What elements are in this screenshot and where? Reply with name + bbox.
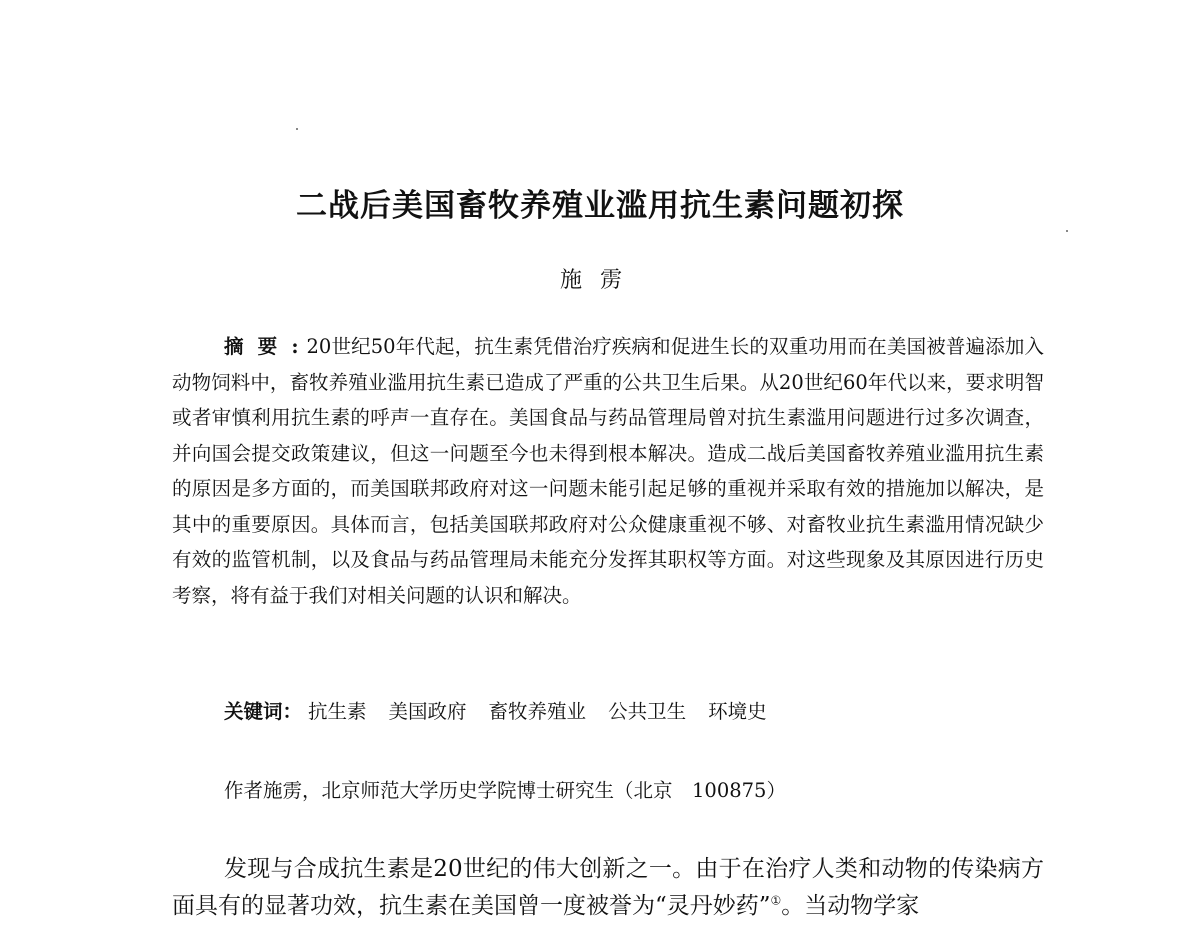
abstract-label: 摘要	[224, 335, 292, 358]
author-affiliation: 作者施雳，北京师范大学历史学院博士研究生（北京 100875）	[224, 779, 786, 802]
body-paragraph	[172, 851, 1044, 925]
author-name: 施雳	[559, 268, 640, 293]
body-text: 发现与合成抗生素是20世纪的伟大创新之一。由于在治疗人类和动物的传染病方面具有的显著功效，抗生素在美国曾一度被誉为“灵丹妙药”	[172, 856, 1044, 919]
keywords-label: 关键词：	[224, 700, 303, 723]
scan-speck	[1066, 230, 1068, 232]
keywords-line	[224, 697, 789, 727]
body-text-tail: 。当动物学家	[781, 893, 920, 919]
footnote-marker: ①	[770, 893, 782, 908]
keyword: 畜牧养殖业	[488, 700, 587, 723]
abstract-paragraph	[172, 329, 1044, 613]
keyword: 美国政府	[388, 700, 467, 723]
keyword: 抗生素	[308, 700, 367, 723]
keyword: 环境史	[708, 700, 767, 723]
keyword: 公共卫生	[608, 700, 687, 723]
abstract-colon: :	[291, 335, 299, 358]
scan-speck	[296, 128, 298, 130]
article-title: 二战后美国畜牧养殖业滥用抗生素问题初探	[296, 188, 904, 224]
abstract-text: 20世纪50年代起，抗生素凭借治疗疾病和促进生长的双重功用而在美国被普遍添加入动物饲料中，畜牧养殖业滥用抗生素已造成了严重的公共卫生后果。从20世纪60年代以来，要求明智或者审慎利用抗生素的呼声一直存在。美国食品与药品管理局曾对抗生素滥用问题进行过多次调查，并向国会提交政策建议，但这一问题至今也未得到根本解决。造成二战后美国畜牧养殖业滥用抗生素的原因是多方面的，而美国联邦政府对这一问题未能引起足够的重视并采取有效的措施加以解决，是其中的重要原因。具体而言，包括美国联邦政府对公众健康重视不够、对畜牧业抗生素滥用情况缺少有效的监管机制，以及食品与药品管理局未能充分发挥其职权等方面。对这些现象及其原因进行历史考察，将有益于我们对相关问题的认识和解决。	[172, 335, 1044, 607]
